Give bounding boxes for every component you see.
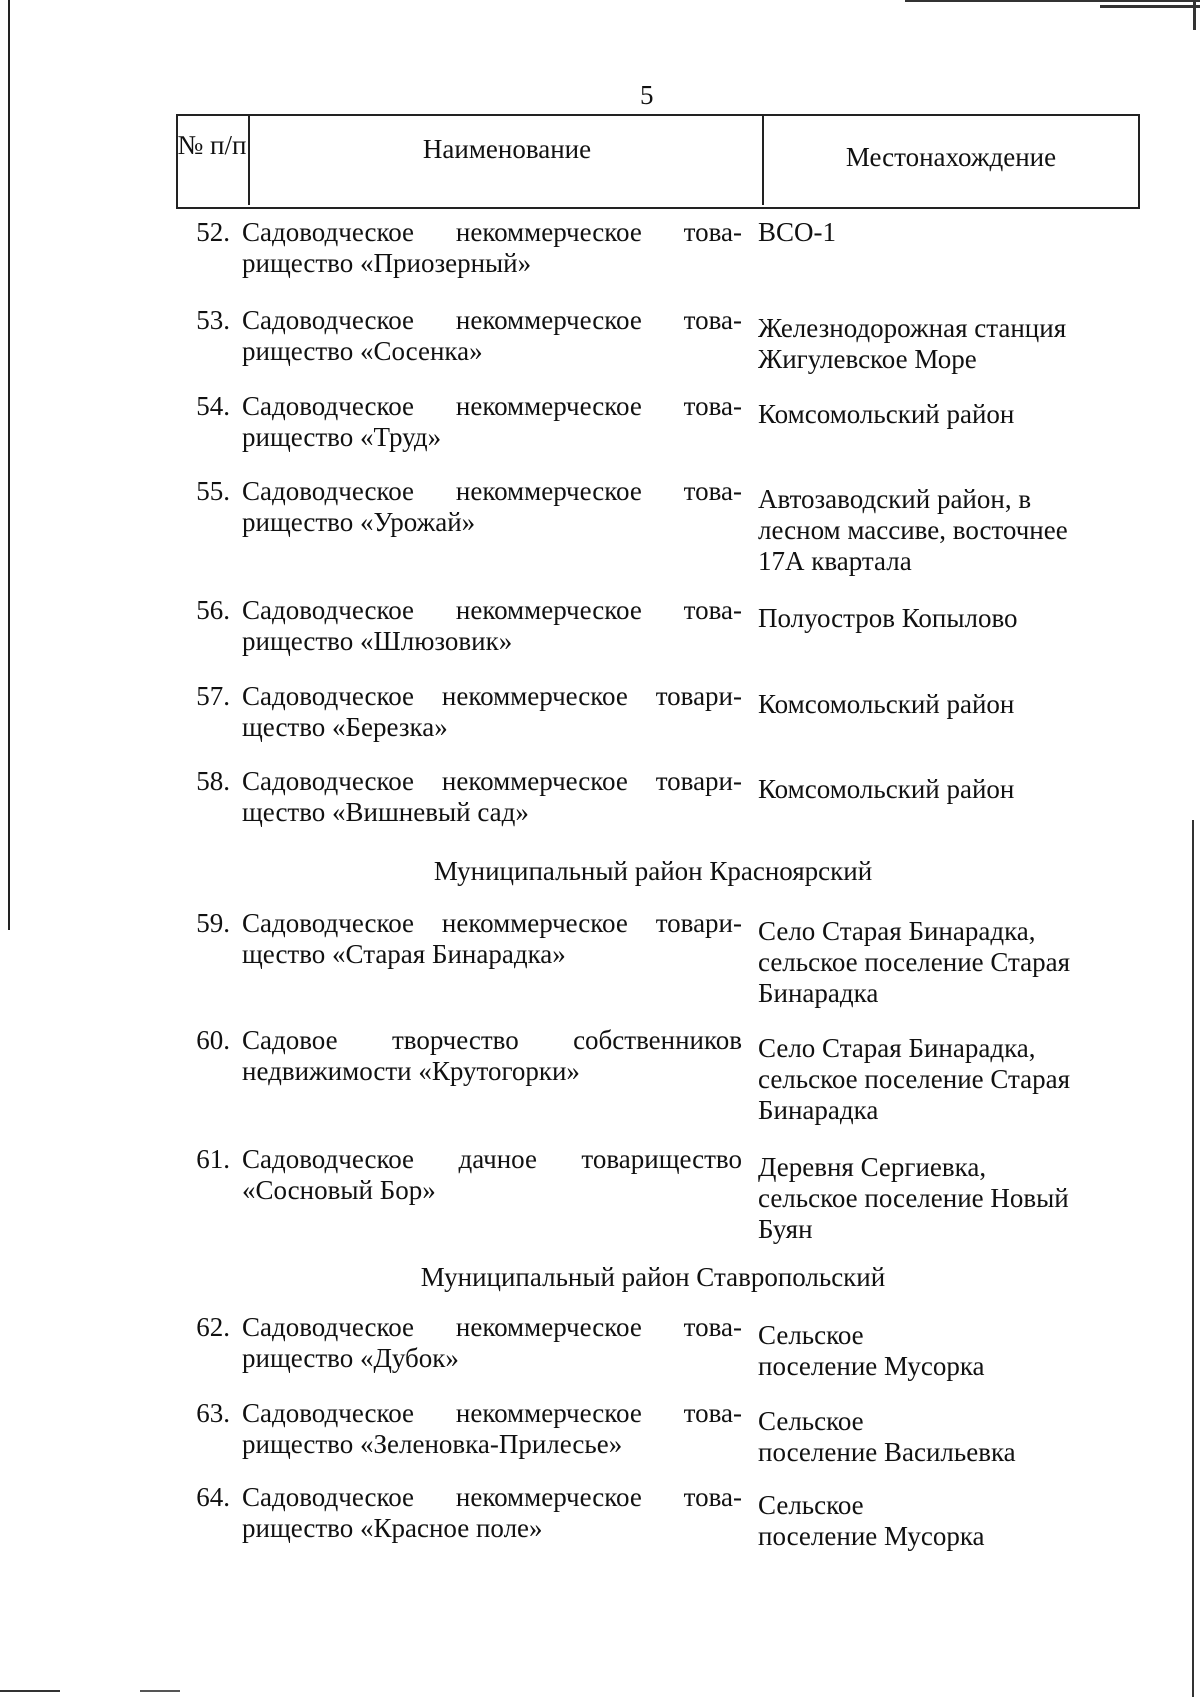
row-name: Садоводческое некоммерческое товари- щество «Старая Бинарадка» [242, 908, 742, 969]
row-name: Садоводческое некоммерческое товари- щество «Березка» [242, 681, 742, 742]
row-location: Полуостров Копылово [758, 603, 1018, 633]
row-number: 53. [196, 305, 230, 335]
header-name-column: Наименование [252, 114, 764, 205]
header-number-column: № п/п [176, 114, 250, 205]
row-name: Садоводческое дачное товарищество «Сосновый Бор» [242, 1144, 742, 1205]
row-number: 52. [196, 217, 230, 247]
row-name: Садовое творчество собственников недвижимости «Крутогорки» [242, 1025, 742, 1086]
row-number: 57. [196, 681, 230, 711]
header-location-column: Местонахождение [845, 142, 1057, 172]
row-number: 58. [196, 766, 230, 796]
row-location: Автозаводский район, в лесном массиве, восточнее 17А квартала [758, 484, 1068, 576]
row-location: Сельское поселение Мусорка [758, 1490, 985, 1551]
section-heading: Муниципальный район Ставропольский [420, 1262, 886, 1292]
row-number: 54. [196, 391, 230, 421]
row-location: Сельское поселение Васильевка [758, 1406, 1016, 1467]
row-name: Садоводческое некоммерческое това- рищество «Труд» [242, 391, 742, 452]
scan-mark-bottom-2 [140, 1690, 180, 1692]
scan-mark-bottom [0, 1690, 60, 1692]
scan-edge-left [8, 0, 10, 930]
row-name: Садоводческое некоммерческое това- рищество «Сосенка» [242, 305, 742, 366]
row-location: Комсомольский район [758, 774, 1015, 804]
row-number: 56. [196, 595, 230, 625]
row-location: Сельское поселение Мусорка [758, 1320, 985, 1381]
row-name: Садоводческое некоммерческое товари- щество «Вишневый сад» [242, 766, 742, 827]
row-number: 64. [196, 1482, 230, 1512]
row-name: Садоводческое некоммерческое това- рищество «Урожай» [242, 476, 742, 537]
row-name: Садоводческое некоммерческое това- рищество «Шлюзовик» [242, 595, 742, 656]
row-location: Комсомольский район [758, 399, 1015, 429]
row-number: 62. [196, 1312, 230, 1342]
row-number: 60. [196, 1025, 230, 1055]
row-location: ВСО-1 [758, 217, 837, 247]
row-number: 61. [196, 1144, 230, 1174]
section-heading: Муниципальный район Красноярский [433, 856, 873, 886]
row-name: Садоводческое некоммерческое това- рищество «Дубок» [242, 1312, 742, 1373]
row-name: Садоводческое некоммерческое това- рищество «Зеленовка-Прилесье» [242, 1398, 742, 1459]
scan-edge-top-thick [1100, 5, 1200, 8]
row-location: Село Старая Бинарадка, сельское поселение Старая Бинарадка [758, 916, 1071, 1008]
row-location: Деревня Сергиевка, сельское поселение Новый Буян [758, 1152, 1069, 1244]
row-number: 59. [196, 908, 230, 938]
scan-edge-right [1192, 820, 1194, 1697]
row-number: 63. [196, 1398, 230, 1428]
scan-edge-top [905, 0, 1200, 2]
row-location: Село Старая Бинарадка, сельское поселение Старая Бинарадка [758, 1033, 1071, 1125]
row-location: Комсомольский район [758, 689, 1015, 719]
scan-edge-right-top [1193, 0, 1196, 30]
row-number: 55. [196, 476, 230, 506]
page-number: 5 [640, 80, 654, 110]
row-name: Садоводческое некоммерческое това- рищество «Приозерный» [242, 217, 742, 278]
row-name: Садоводческое некоммерческое това- рищество «Красное поле» [242, 1482, 742, 1543]
row-location: Железнодорожная станция Жигулевское Море [758, 313, 1067, 374]
